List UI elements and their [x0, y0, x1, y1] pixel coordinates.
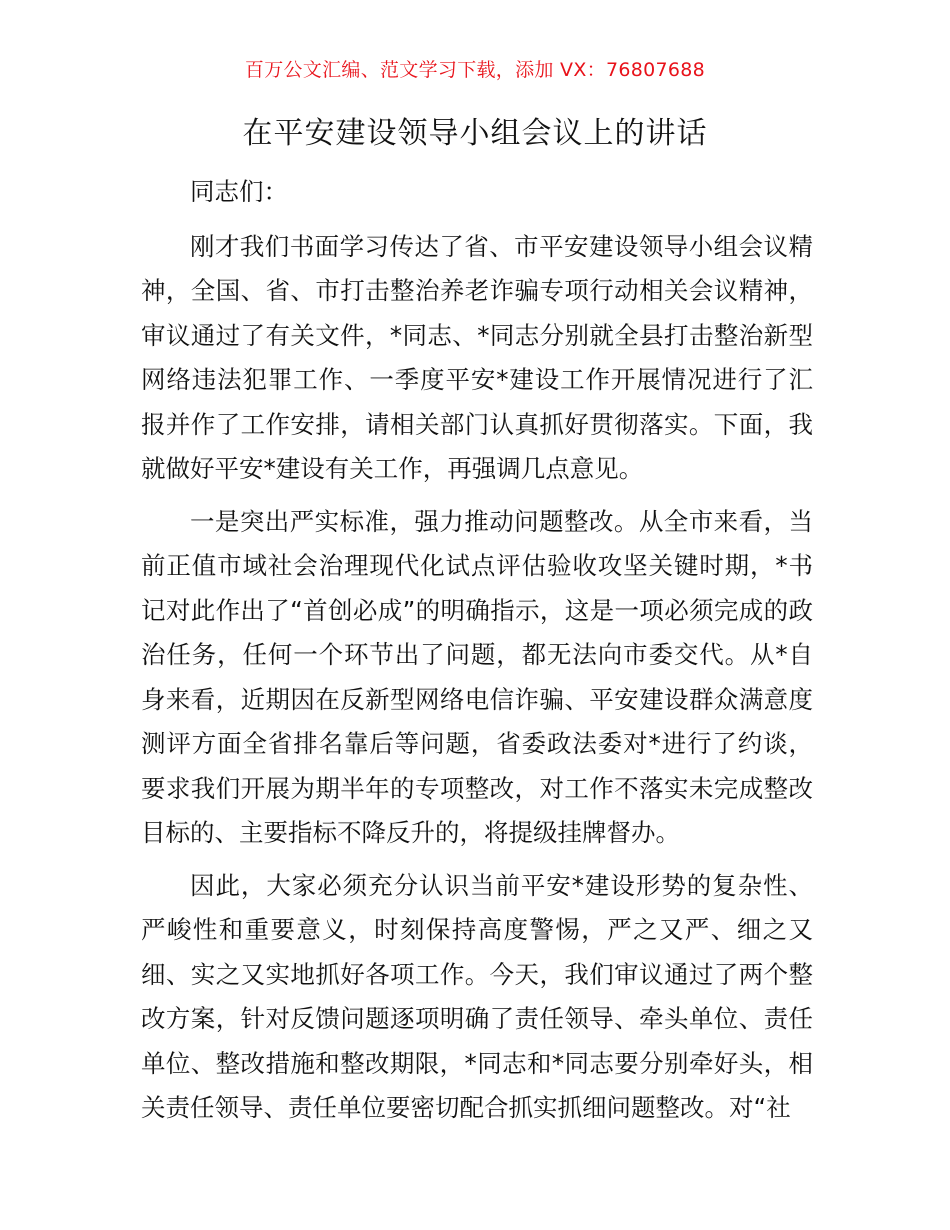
salutation: 同志们：: [190, 177, 288, 206]
paragraph-therefore: 因此，大家必须充分认识当前平安*建设形势的复杂性、严峻性和重要意义，时刻保持高度警惕，严之又严、细之又细、实之又实地抓好各项工作。今天，我们审议通过了两个整改方案，针对反馈问题逐项明确了责任领导、牵头单位、责任单位、整改措施和整改期限，*同志和*同志要分别牵好头，相关责任领导、责任单位要密切配合抓实抓细问题整改。对“社: [141, 870, 813, 1122]
document-title: 在平安建设领导小组会议上的讲话: [242, 116, 708, 151]
paragraph-point-one: 一是突出严实标准，强力推动问题整改。从全市来看，当前正值市域社会治理现代化试点评估验收攻坚关键时期，*书记对此作出了“首创必成”的明确指示，这是一项必须完成的政治任务，任何一个环节出了问题，都无法向市委交代。从*自身来看，近期因在反新型网络电信诈骗、平安建设群众满意度测评方面全省排名靠后等问题，省委政法委对*进行了约谈，要求我们开展为期半年的专项整改，对工作不落实未完成整改目标的、主要指标不降反升的，将提级挂牌督办。: [141, 506, 813, 847]
paragraph-intro: 刚才我们书面学习传达了省、市平安建设领导小组会议精神，全国、省、市打击整治养老诈骗专项行动相关会议精神，审议通过了有关文件，*同志、*同志分别就全县打击整治新型网络违法犯罪工作、一季度平安*建设工作开展情况进行了汇报并作了工作安排，请相关部门认真抓好贯彻落实。下面，我就做好平安*建设有关工作，再强调几点意见。: [141, 231, 813, 483]
document-body: [141, 170, 813, 1139]
header-banner: 百万公文汇编、范文学习下载，添加 VX：76807688: [244, 59, 706, 81]
